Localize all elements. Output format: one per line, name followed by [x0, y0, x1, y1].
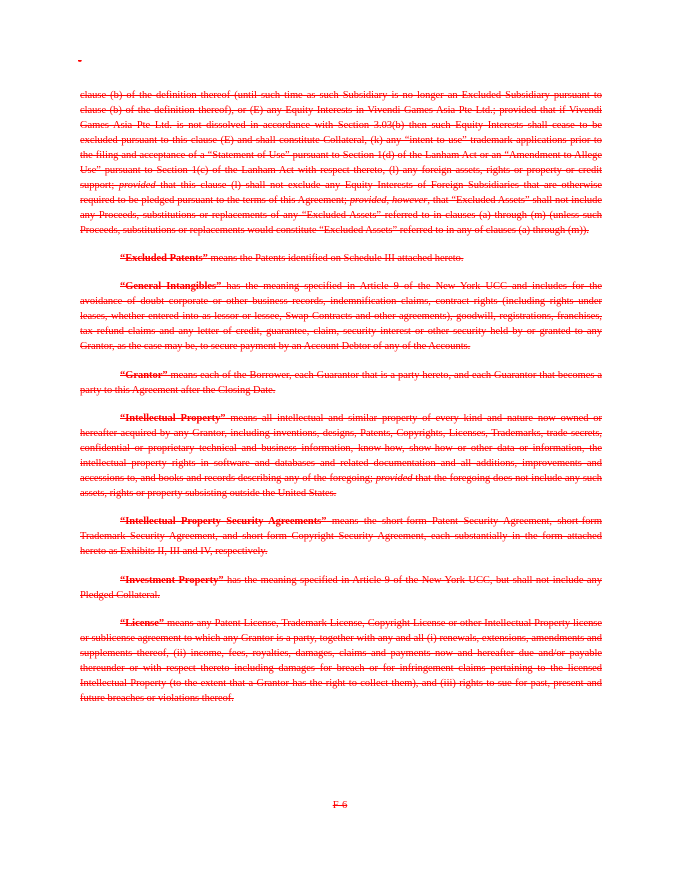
- text-intellectual-property-2: that the foregoing does not include any such assets, rights or property subsisting outside the United States.: [80, 472, 603, 499]
- term-grantor: “Grantor”: [120, 369, 168, 381]
- intro-italic-1: provided: [118, 179, 156, 191]
- term-license: “License”: [120, 618, 165, 630]
- text-grantor: means each of the Borrower, each Guarantor that is a party hereto, and each Guarantor that becomes a party to this Agreement after the Closing Date.: [80, 369, 602, 396]
- page-number: F-6: [332, 800, 348, 811]
- definition-investment-property: [80, 574, 602, 604]
- text-ip-security-agreements: means the short-form Patent Security Agreement, short-form Trademark Security Agreement, and short-form Copyright Security Agreement, each substantially in the form attached hereto as Exhibits II, III and IV, respectively.: [80, 516, 603, 558]
- definition-general-intangibles: [80, 280, 602, 355]
- term-intellectual-property: “Intellectual Property”: [120, 413, 226, 425]
- italic-intellectual-property: provided: [375, 472, 413, 484]
- intro-text-2: that this clause (l) shall not exclude any Equity Interests of Foreign Subsidiaries that are otherwise required to be pledged pursuant to the terms of this Agreement;: [80, 179, 602, 206]
- term-excluded-patents: “Excluded Patents”: [120, 253, 208, 265]
- term-ip-security-agreements: “Intellectual Property Security Agreements”: [120, 516, 327, 528]
- definition-license: [80, 617, 602, 707]
- intro-italic-2: provided, however: [349, 194, 428, 206]
- intro-paragraph: [80, 89, 602, 239]
- intro-text-1: clause (b) of the definition thereof (until such time as such Subsidiary is no longer an Excluded Subsidiary pursuant to clause (b) of the definition thereof), or (E) any Equity Interests in Vivendi Games Asia Pte Ltd.; provided that if Vivendi Games Asia Pte Ltd. is not dissolved in accordance with Section 3.03(b) then such Equity Interests shall cease to be excluded pursuant to this clause (E) and shall constitute Collateral, (k) any “intent-to-use” trademark applications prior to the filing and acceptance of a “Statement of Use” pursuant to Section 1(d) of the Lanham Act or an “Amendment to Allege Use” pursuant to Section 1(c) of the Lanham Act with respect thereto, (l) any foreign assets, rights or property or credit support;: [80, 90, 602, 191]
- text-excluded-patents: means the Patents identified on Schedule III attached hereto.: [207, 253, 464, 265]
- definition-intellectual-property: [80, 412, 602, 502]
- definition-grantor: [80, 369, 602, 399]
- text-investment-property: has the meaning specified in Article 9 of the New York UCC, but shall not include any Pledged Collateral.: [80, 574, 602, 601]
- term-general-intangibles: “General Intangibles”: [120, 281, 222, 293]
- definition-ip-security-agreements: [80, 515, 602, 560]
- term-investment-property: “Investment Property”: [120, 574, 224, 586]
- text-license: means any Patent License, Trademark License, Copyright License or other Intellectual Property license or sublicense agreement to which any Grantor is a party, together with any and all (i) renewals, extensions, amendments and supplements thereof, (ii) income, fees, royalties, damages, claims and payments now and hereafter due and/or payable thereunder or with respect thereto including damages for breach or for infringement claims pertaining to the licensed Intellectual Property (to the extent that a Grantor has the right to collect them), and (iii) rights to sue for past, present and future breaches or violations thereof.: [80, 618, 602, 704]
- text-intellectual-property-1: means all intellectual and similar property of every kind and nature now owned or hereafter acquired by any Grantor, including inventions, designs, Patents, Copyrights, Licenses, Trademarks, trade secrets, confidential or proprietary technical and business information, know-how, show-how or other data or information, the intellectual property rights in software and databases and related documentation and all additions, improvements and accessions to, and books and records describing any of the foregoing;: [80, 413, 602, 484]
- document-body: [80, 89, 602, 720]
- definition-excluded-patents: [80, 252, 602, 267]
- text-general-intangibles: has the meaning specified in Article 9 of the New York UCC and includes for the avoidance of doubt corporate or other business records, indemnification claims, contract rights (including rights under leases, whether entered into as lessor or lessee, Swap Contracts and other agreements), goodwill, registrations, franchises, tax refund claims and any letter of credit, guarantee, claim, security interest or other security held by or granted to any Grantor, as the case may be, to secure payment by an Account Debtor of any of the Accounts.: [80, 281, 602, 353]
- intro-text-3: , that “Excluded Assets” shall not include any Proceeds, substitutions or replacements of any “Excluded Assets” referred to in clauses (a) through (m) (unless such Proceeds, substitutions or replacements would constitute “Excluded Assets” referred to in any of clauses (a) through (m)).: [80, 194, 602, 236]
- top-mark: -: [78, 55, 82, 67]
